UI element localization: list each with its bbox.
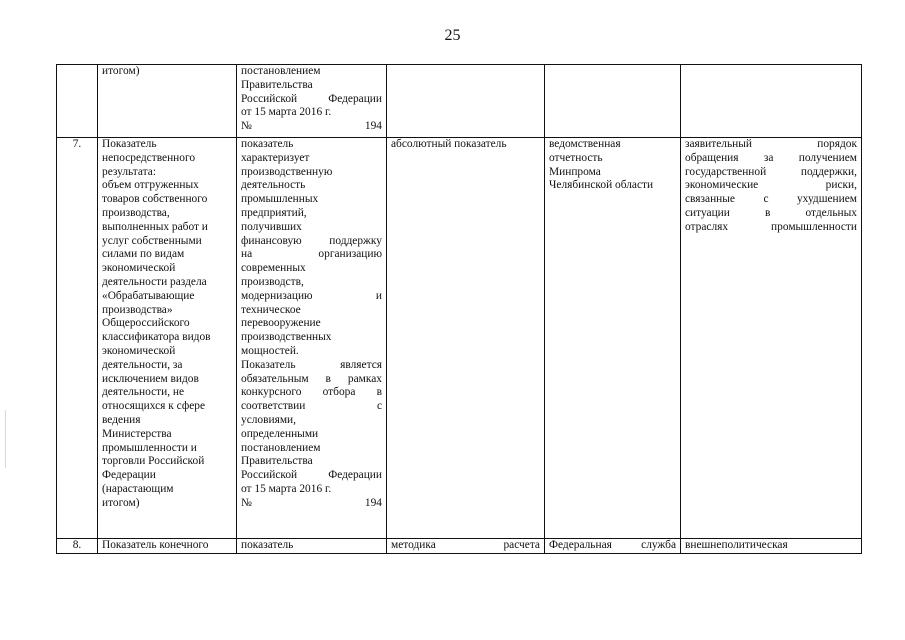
cell-text-line: определенными	[241, 427, 319, 440]
cell-text-line: мощностей.	[241, 344, 299, 357]
table-row-7	[57, 138, 862, 539]
cell-text-line: производственных	[241, 331, 332, 344]
indicator-table	[56, 64, 862, 554]
indicator-source-cell	[545, 138, 681, 539]
indicator-name-cell	[98, 138, 237, 539]
cell-text-line: ситуации в отдельных	[685, 206, 857, 219]
table-row-8	[57, 539, 862, 554]
cell-text-line: Министерства	[102, 427, 172, 440]
cell-text-line: деятельность	[241, 179, 306, 192]
indicator-description-cell	[237, 138, 387, 539]
cell-text-line: исключением видов	[102, 372, 199, 385]
cell-text-line: производств,	[241, 275, 304, 288]
cell-text-line: экономической	[102, 262, 176, 275]
table-row-continued	[57, 65, 862, 138]
cell-text-line: абсолютный показатель	[391, 138, 507, 150]
cell-text-line: государственной поддержки,	[685, 165, 857, 178]
cell-text-line: конкурсного отбора в	[241, 386, 382, 399]
page-number: 25	[444, 27, 461, 44]
cell-text-line: непосредственного	[102, 151, 196, 164]
cell-text-line: ведения	[102, 413, 141, 426]
cell-text-line: Российской Федерации	[241, 92, 382, 105]
cell-text-line: связанные с ухудшением	[685, 193, 857, 206]
cell-text-line: показатель	[241, 138, 294, 150]
cell-text-line: производства»	[102, 303, 173, 316]
cell-text-line: Показатель является	[241, 358, 382, 371]
cell-text-line: Общероссийского	[102, 317, 190, 330]
cell-text-line: «Обрабатывающие	[102, 289, 195, 302]
indicator-name-cell	[98, 65, 237, 138]
indicator-type-cell	[387, 138, 545, 539]
cell-text-line: предприятий,	[241, 206, 307, 219]
row-number-cell	[57, 65, 98, 138]
cell-text-line: промышленности и	[102, 441, 197, 454]
cell-text-line: относящихся к сфере	[102, 400, 206, 413]
cell-text-line: Челябинской области	[549, 179, 654, 192]
cell-text-line: от 15 марта 2016 г.	[241, 106, 332, 119]
cell-text-line: на организацию	[241, 248, 382, 261]
cell-text-line: Показатель	[102, 138, 157, 150]
row-number-cell: 8.	[57, 539, 98, 554]
cell-text-line: итогом)	[102, 65, 140, 77]
cell-text-line: промышленных	[241, 193, 319, 206]
cell-text-line: итогом)	[102, 496, 140, 509]
cell-text-line: современных	[241, 262, 306, 275]
indicator-description-cell	[237, 539, 387, 554]
cell-text-line: постановлением	[241, 65, 321, 77]
cell-text-line: обращения за получением	[685, 151, 857, 164]
cell-text-line: отраслях промышленности	[685, 220, 857, 233]
cell-text-line: перевооружение	[241, 317, 321, 330]
cell-text-line: производственную	[241, 165, 333, 178]
indicator-risks-cell	[681, 539, 862, 554]
cell-text-line: внешнеполитическая	[685, 539, 788, 551]
cell-text-line: от 15 марта 2016 г.	[241, 482, 332, 495]
indicator-description-cell	[237, 65, 387, 138]
cell-text-line: экономические риски,	[685, 179, 857, 192]
cell-text-line: показатель	[241, 539, 294, 551]
cell-text-line: деятельности раздела	[102, 275, 207, 288]
cell-text-line: Российской Федерации	[241, 469, 382, 482]
cell-text-line: № 194	[241, 496, 382, 509]
row-number-cell: 7.	[57, 138, 98, 539]
margin-scan-mark	[5, 410, 6, 468]
cell-text-line: ведомственная	[549, 138, 621, 150]
cell-text-line: классификатора видов	[102, 331, 211, 344]
cell-text-line: экономической	[102, 344, 176, 357]
cell-text-line: заявительный порядок	[685, 138, 857, 150]
indicator-risks-cell	[681, 138, 862, 539]
cell-text-line: (нарастающим	[102, 482, 174, 495]
cell-text-line: товаров собственного	[102, 193, 208, 206]
cell-text-line: получивших	[241, 220, 302, 233]
cell-text-line: условиями,	[241, 413, 296, 426]
cell-text-line: деятельности, не	[102, 386, 185, 399]
cell-text-line: техническое	[241, 303, 301, 316]
cell-text-line: Минпрома	[549, 165, 601, 178]
cell-text-line: услуг собственными	[102, 234, 202, 247]
cell-text-line: результата:	[102, 165, 157, 178]
cell-text-line: деятельности, за	[102, 358, 183, 371]
cell-text-line: характеризует	[241, 151, 310, 164]
cell-text-line: № 194	[241, 120, 382, 133]
cell-text-line: отчетность	[549, 151, 603, 164]
cell-text-line: производства,	[102, 206, 170, 219]
cell-text-line: торговли Российской	[102, 455, 205, 468]
indicator-source-cell	[545, 65, 681, 138]
indicator-source-cell	[545, 539, 681, 554]
cell-text-line: силами по видам	[102, 248, 185, 261]
indicator-name-cell	[98, 539, 237, 554]
cell-text-line: Федерации	[102, 469, 156, 482]
cell-text-line: модернизацию и	[241, 289, 382, 302]
indicator-type-cell	[387, 65, 545, 138]
cell-text-line: Правительства	[241, 455, 313, 468]
cell-text-line: Показатель конечного	[102, 539, 209, 551]
indicator-type-cell	[387, 539, 545, 554]
cell-text-line: соответствии с	[241, 400, 382, 413]
indicator-risks-cell	[681, 65, 862, 138]
cell-text-line: методика расчета	[391, 539, 540, 551]
cell-text-line: финансовую поддержку	[241, 234, 382, 247]
cell-text-line: Правительства	[241, 78, 313, 91]
cell-text-line: объем отгруженных	[102, 179, 199, 192]
cell-text-line: постановлением	[241, 441, 321, 454]
cell-text-line: Федеральная служба	[549, 539, 676, 551]
cell-text-line: выполненных работ и	[102, 220, 208, 233]
cell-text-line: обязательным в рамках	[241, 372, 382, 385]
